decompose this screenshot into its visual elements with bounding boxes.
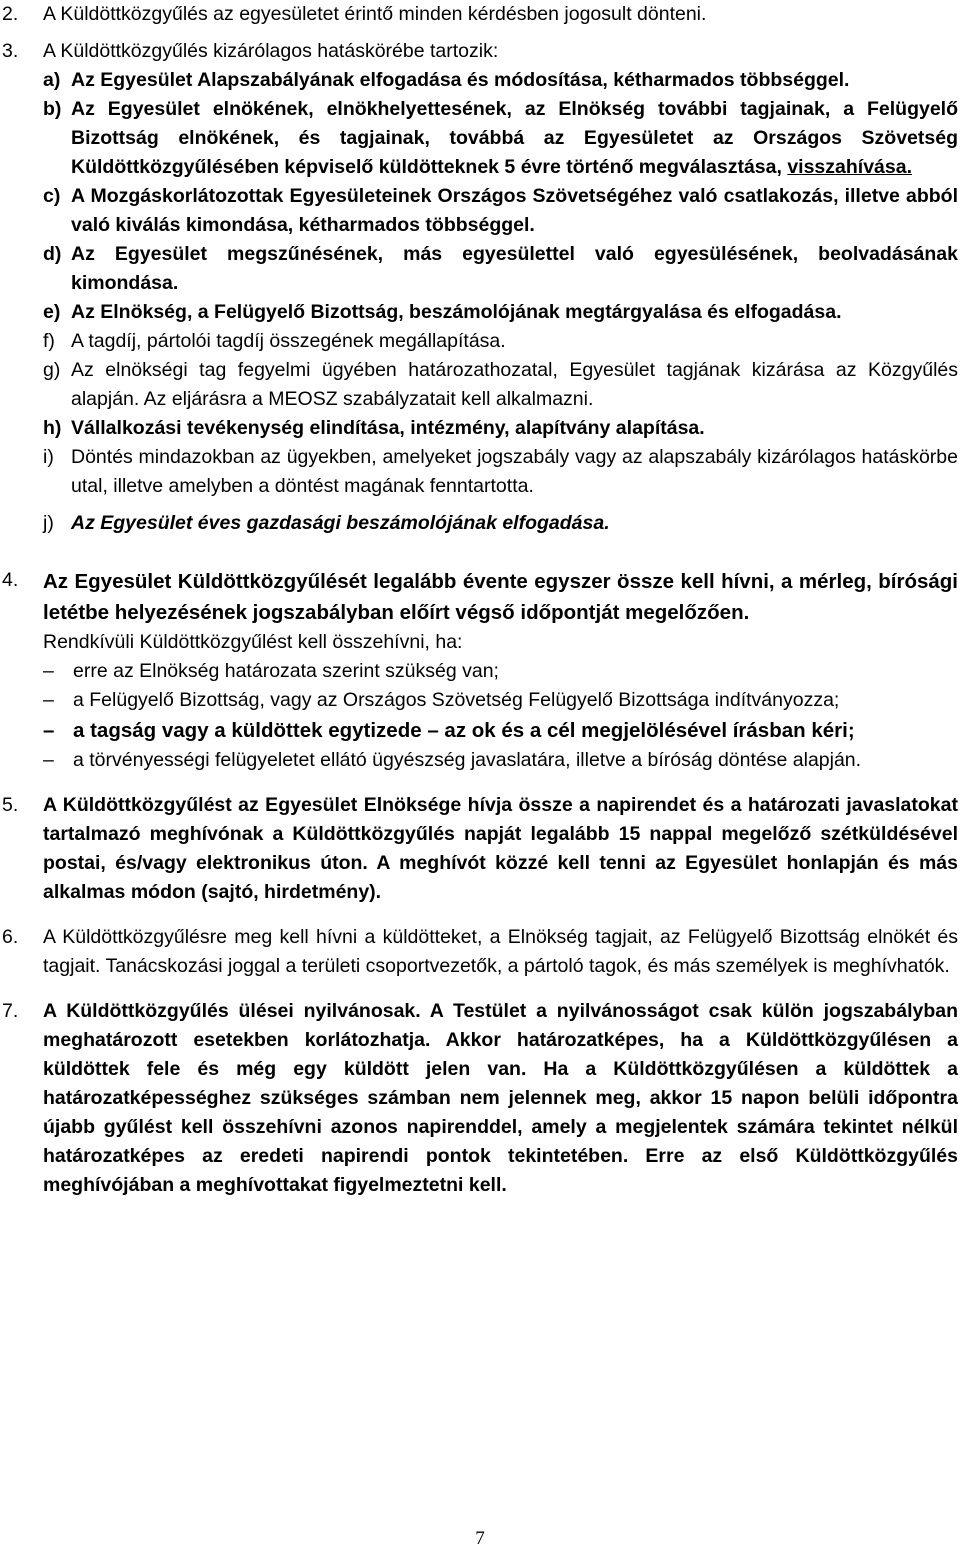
list-item-i: i) Döntés mindazokban az ügyekben, amelyeket jogszabály vagy az alapszabály kizárólagos hatáskörbe utal, illetve amelyben a döntést magának fenntartotta. <box>43 446 958 497</box>
list-item-d: d) Az Egyesület megszűnésének, más egyesülettel való egyesülésének, beolvadásának kimondása. <box>43 243 958 294</box>
section-number: 7. <box>2 1000 19 1022</box>
section-text: A Küldöttközgyűlést az Egyesület Elnöksége hívja össze a napirendet és a határozati javaslatokat tartalmazó meghívónak a Küldöttközgyűlés napját legalább 15 nappal megelőző szétküldésével postai, és/vagy elektronikus úton. A meghívót közzé kell tenni az Egyesület honlapján és más alkalmas módon (sajtó, hirdetmény). <box>43 794 958 903</box>
section-2 <box>2 0 958 29</box>
dash-item: – a törvényességi felügyeletet ellátó ügyészség javaslatára, illetve a bíróság döntése alapján. <box>43 746 958 775</box>
list-item-a: a) Az Egyesület Alapszabályának elfogadása és módosítása, kétharmados többséggel. <box>43 69 850 91</box>
section-number: 5. <box>2 794 19 816</box>
section-7 <box>2 997 958 1200</box>
list-item-g: g) Az elnökségi tag fegyelmi ügyében határozathozatal, Egyesület tagjának kizárása az Közgyűlés alapján. Az eljárásra a MEOSZ szabályzatait kell alkalmazni. <box>43 359 958 410</box>
section-text: A Küldöttközgyűlés kizárólagos hatáskörébe tartozik: <box>43 40 499 62</box>
dash-mark: – <box>43 719 55 742</box>
dash-mark: – <box>43 689 54 711</box>
list-item-j: j) Az Egyesület éves gazdasági beszámolójának elfogadása. <box>43 512 610 534</box>
dash-mark: – <box>43 660 54 682</box>
section-text: A Küldöttközgyűlésre meg kell hívni a küldötteket, a Elnökség tagjait, az Felügyelő Bizottság elnökét és tagjait. Tanácskozási joggal a területi csoportvezetők, a pártoló tagok, és más személyek is meghívhatók. <box>43 926 958 977</box>
list-item-c: c) A Mozgáskorlátozottak Egyesületeinek Országos Szövetségéhez való csatlakozás, illetve abból való kiválás kimondása, kétharmados többséggel. <box>43 185 958 236</box>
section-number: 4. <box>2 569 19 591</box>
document-page <box>2 0 958 1200</box>
section-number: 6. <box>2 926 19 948</box>
list-item-e: e) Az Elnökség, a Felügyelő Bizottság, beszámolójának megtárgyalása és elfogadása. <box>43 301 842 323</box>
page-number: 7 <box>475 1528 485 1549</box>
section-6 <box>2 923 958 981</box>
section-text: A Küldöttközgyűlés ülései nyilvánosak. A Testület a nyilvánosságot csak külön jogszabályban meghatározott esetekben korlátozhatja. Akkor határozatképes, ha a Küldöttközgyűlésen a küldöttek fele és még egy küldött jelen van. Ha a Küldöttközgyűlésen a küldöttek a határozatképességhez szükséges számban nem jelennek meg, akkor 15 napon belüli időpontra újabb gyűlést kell összehívni azonos napirenddel, amely a megjelentek számára tekintet nélkül határozatképes az eredeti napirendi pontok tekintetében. Erre az első Küldöttközgyűlés meghívójában a meghívottakat figyelmeztetni kell. <box>43 1000 958 1196</box>
section-3 <box>2 37 958 538</box>
section-4 <box>2 566 958 775</box>
dash-item: – a tagság vagy a küldöttek egytizede – az ok és a cél megjelölésével írásban kéri; <box>43 715 958 746</box>
section-text: Az Egyesület Küldöttközgyűlését legalább évente egyszer össze kell hívni, a mérleg, bírósági letétbe helyezésének jogszabályban előírt végső időpontját megelőzően. <box>43 570 958 624</box>
section-text: A Küldöttközgyűlés az egyesületet érintő minden kérdésben jogosult dönteni. <box>43 3 707 25</box>
section-number: 2. <box>2 3 19 25</box>
list-item-f: f) A tagdíj, pártolói tagdíj összegének megállapítása. <box>43 330 506 352</box>
dash-mark: – <box>43 749 54 771</box>
section-5 <box>2 791 958 907</box>
list-item-b: b) Az Egyesület elnökének, elnökhelyettesének, az Elnökség további tagjainak, a Felügyelő Bizottság elnökének, és tagjainak, továbbá az Egyesületet az Országos Szövetség Küldöttközgyűlésében képviselő küldötteknek 5 évre történő megválasztása, visszahívása. <box>43 98 958 178</box>
list-item-h: h) Vállalkozási tevékenység elindítása, intézmény, alapítvány alapítása. <box>43 417 705 439</box>
dash-item: – a Felügyelő Bizottság, vagy az Országos Szövetség Felügyelő Bizottsága indítványozza; <box>43 686 958 715</box>
section-number: 3. <box>2 40 19 62</box>
section-intro: Rendkívüli Küldöttközgyűlést kell összehívni, ha: <box>43 631 463 653</box>
dash-item: – erre az Elnökség határozata szerint szükség van; <box>43 657 958 686</box>
